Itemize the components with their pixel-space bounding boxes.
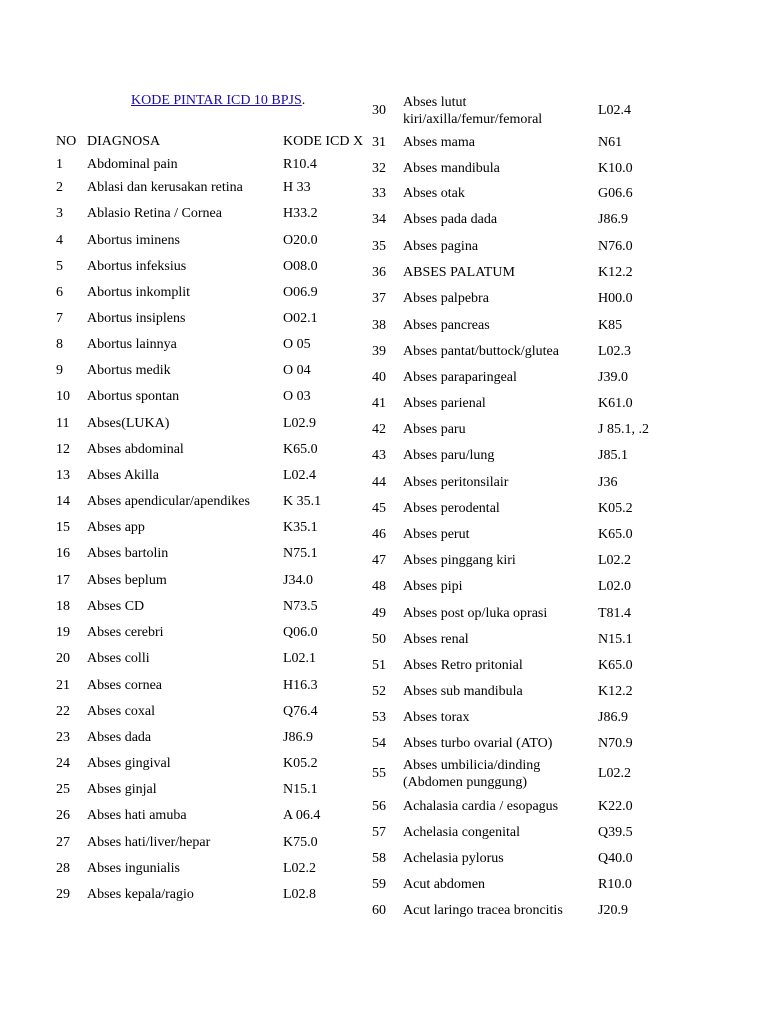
row-diagnosa: Abses bartolin <box>87 546 169 561</box>
row-kode: T81.4 <box>598 606 632 621</box>
row-diagnosa: Abses ingunialis <box>87 861 180 876</box>
row-number: 15 <box>56 520 70 535</box>
row-number: 12 <box>56 442 70 457</box>
row-number: 60 <box>372 903 386 918</box>
row-diagnosa: Abortus spontan <box>87 389 180 404</box>
header-no: NO <box>56 134 77 149</box>
row-number: 30 <box>372 103 386 118</box>
row-number: 59 <box>372 877 386 892</box>
row-kode: J20.9 <box>598 903 628 918</box>
row-number: 26 <box>56 808 70 823</box>
row-kode: L02.4 <box>283 468 317 483</box>
row-kode: J39.0 <box>598 370 628 385</box>
title-period: . <box>301 93 306 108</box>
row-kode: L02.4 <box>598 103 632 118</box>
row-number: 11 <box>56 416 70 431</box>
row-diagnosa: Abses apendicular/apendikes <box>87 494 250 509</box>
row-diagnosa: Abses ginjal <box>87 782 157 797</box>
row-number: 20 <box>56 651 70 666</box>
row-kode: H16.3 <box>283 678 318 693</box>
row-diagnosa: Achelasia congenital <box>403 825 521 840</box>
row-diagnosa: Abses app <box>87 520 145 535</box>
header-kode: KODE ICD X <box>283 134 364 149</box>
row-diagnosa: Abses Retro pritonial <box>403 658 523 673</box>
row-diagnosa: Abses renal <box>403 632 469 647</box>
row-kode: L02.8 <box>283 887 317 902</box>
row-kode: K22.0 <box>598 799 633 814</box>
row-kode: K05.2 <box>283 756 318 771</box>
row-kode: K35.1 <box>283 520 318 535</box>
header-diagnosa: DIAGNOSA <box>87 134 161 149</box>
row-diagnosa: Abses post op/luka oprasi <box>403 606 548 621</box>
row-diagnosa: Abses cornea <box>87 678 163 693</box>
row-kode: Q40.0 <box>598 851 633 866</box>
row-kode: K12.2 <box>598 684 633 699</box>
row-kode: N73.5 <box>283 599 318 614</box>
row-number: 21 <box>56 678 70 693</box>
row-diagnosa: Abses kepala/ragio <box>87 887 194 902</box>
row-kode: K12.2 <box>598 265 633 280</box>
row-number: 35 <box>372 239 386 254</box>
row-kode: H00.0 <box>598 291 633 306</box>
row-number: 42 <box>372 422 386 437</box>
row-diagnosa: Abses coxal <box>87 704 156 719</box>
row-diagnosa: Abses pagina <box>403 239 479 254</box>
row-number: 13 <box>56 468 70 483</box>
row-diagnosa: ABSES PALATUM <box>403 265 515 280</box>
row-number: 51 <box>372 658 386 673</box>
row-kode: L02.0 <box>598 579 632 594</box>
row-number: 43 <box>372 448 386 463</box>
row-diagnosa: Abses pantat/buttock/glutea <box>403 344 559 359</box>
row-diagnosa: Abses mama <box>403 135 475 150</box>
row-number: 4 <box>56 233 63 248</box>
title-link[interactable]: KODE PINTAR ICD 10 BPJS <box>131 93 302 108</box>
row-diagnosa: Abortus insiplens <box>87 311 186 326</box>
row-number: 31 <box>372 135 386 150</box>
row-number: 55 <box>372 766 386 781</box>
row-number: 39 <box>372 344 386 359</box>
row-number: 9 <box>56 363 63 378</box>
row-kode: K65.0 <box>598 658 633 673</box>
row-number: 7 <box>56 311 63 326</box>
row-kode: K10.0 <box>598 161 633 176</box>
row-number: 40 <box>372 370 386 385</box>
row-number: 18 <box>56 599 70 614</box>
row-number: 52 <box>372 684 386 699</box>
row-number: 32 <box>372 161 386 176</box>
row-kode: R10.0 <box>598 877 632 892</box>
row-kode: L02.2 <box>283 861 317 876</box>
row-kode: J36 <box>598 475 618 490</box>
row-diagnosa: Abortus inkomplit <box>87 285 191 300</box>
row-diagnosa: Abses cerebri <box>87 625 164 640</box>
row-kode: J85.1 <box>598 448 628 463</box>
row-number: 22 <box>56 704 70 719</box>
row-kode: Q76.4 <box>283 704 318 719</box>
row-number: 8 <box>56 337 63 352</box>
row-diagnosa: Abdominal pain <box>87 157 178 172</box>
row-diagnosa: Abses mandibula <box>403 161 500 176</box>
row-number: 37 <box>372 291 386 306</box>
row-number: 56 <box>372 799 386 814</box>
row-diagnosa: Abses abdominal <box>87 442 184 457</box>
row-diagnosa: Abortus iminens <box>87 233 180 248</box>
row-diagnosa: Abses beplum <box>87 573 167 588</box>
row-kode: K05.2 <box>598 501 633 516</box>
row-diagnosa: Abses hati/liver/hepar <box>87 835 211 850</box>
row-diagnosa: Achalasia cardia / esopagus <box>403 799 559 814</box>
row-diagnosa: Abses pancreas <box>403 318 490 333</box>
row-diagnosa: Ablasi dan kerusakan retina <box>87 180 243 195</box>
row-kode: L02.3 <box>598 344 632 359</box>
row-diagnosa: Abses torax <box>403 710 470 725</box>
row-kode: G06.6 <box>598 186 633 201</box>
row-kode: N61 <box>598 135 623 150</box>
row-diagnosa: Abses turbo ovarial (ATO) <box>403 736 553 751</box>
row-number: 6 <box>56 285 63 300</box>
row-kode: H33.2 <box>283 206 318 221</box>
row-diagnosa: Abses otak <box>403 186 465 201</box>
row-kode: O08.0 <box>283 259 318 274</box>
row-kode: J34.0 <box>283 573 313 588</box>
row-number: 53 <box>372 710 386 725</box>
row-diagnosa: Abses palpebra <box>403 291 489 306</box>
row-kode: Q06.0 <box>283 625 318 640</box>
row-kode: A 06.4 <box>283 808 321 823</box>
row-diagnosa: Abortus medik <box>87 363 171 378</box>
row-number: 5 <box>56 259 63 274</box>
row-diagnosa: Abses pinggang kiri <box>403 553 516 568</box>
row-kode: J86.9 <box>598 212 628 227</box>
row-number: 33 <box>372 186 386 201</box>
row-number: 54 <box>372 736 386 751</box>
row-number: 50 <box>372 632 386 647</box>
row-kode: J 85.1, .2 <box>598 422 649 437</box>
row-kode: O02.1 <box>283 311 318 326</box>
row-kode: K85 <box>598 318 623 333</box>
row-kode: N15.1 <box>283 782 318 797</box>
row-diagnosa: Abses umbilicia/dinding (Abdomen punggung) <box>403 758 541 790</box>
row-diagnosa: Abses CD <box>87 599 145 614</box>
row-number: 38 <box>372 318 386 333</box>
row-number: 25 <box>56 782 70 797</box>
row-number: 47 <box>372 553 386 568</box>
row-number: 24 <box>56 756 70 771</box>
document-title <box>131 93 305 109</box>
row-diagnosa: Abortus lainnya <box>87 337 177 352</box>
row-kode: N75.1 <box>283 546 318 561</box>
row-diagnosa: Abses hati amuba <box>87 808 187 823</box>
row-number: 48 <box>372 579 386 594</box>
row-number: 41 <box>372 396 386 411</box>
row-kode: L02.1 <box>283 651 317 666</box>
row-number: 2 <box>56 180 63 195</box>
row-diagnosa: Acut laringo tracea broncitis <box>403 903 563 918</box>
row-diagnosa: Abses paru <box>403 422 466 437</box>
row-number: 29 <box>56 887 70 902</box>
row-number: 44 <box>372 475 386 490</box>
row-kode: L02.2 <box>598 553 632 568</box>
row-diagnosa: Abses paraparingeal <box>403 370 517 385</box>
row-diagnosa: Abses perodental <box>403 501 500 516</box>
row-kode: K65.0 <box>598 527 633 542</box>
row-diagnosa: Abses perut <box>403 527 470 542</box>
row-diagnosa: Abses gingival <box>87 756 171 771</box>
row-number: 1 <box>56 157 63 172</box>
row-diagnosa: Abses(LUKA) <box>87 416 170 431</box>
row-kode: N70.9 <box>598 736 633 751</box>
row-diagnosa: Abses dada <box>87 730 152 745</box>
row-number: 28 <box>56 861 70 876</box>
row-kode: O 05 <box>283 337 311 352</box>
row-kode: N15.1 <box>598 632 633 647</box>
row-diagnosa: Ablasio Retina / Cornea <box>87 206 222 221</box>
row-diagnosa: Abses lutut kiri/axilla/femur/femoral <box>403 95 543 127</box>
row-diagnosa: Abortus infeksius <box>87 259 187 274</box>
row-diagnosa: Acut abdomen <box>403 877 486 892</box>
row-number: 19 <box>56 625 70 640</box>
row-kode: Q39.5 <box>598 825 633 840</box>
row-diagnosa: Abses sub mandibula <box>403 684 523 699</box>
row-kode: H 33 <box>283 180 311 195</box>
row-number: 46 <box>372 527 386 542</box>
row-diagnosa: Abses paru/lung <box>403 448 495 463</box>
row-kode: N76.0 <box>598 239 633 254</box>
row-diagnosa: Abses pipi <box>403 579 463 594</box>
row-diagnosa: Achelasia pylorus <box>403 851 504 866</box>
row-kode: K61.0 <box>598 396 633 411</box>
row-kode: J86.9 <box>598 710 628 725</box>
row-number: 17 <box>56 573 70 588</box>
row-number: 34 <box>372 212 386 227</box>
row-diagnosa: Abses parienal <box>403 396 486 411</box>
row-number: 3 <box>56 206 63 221</box>
row-number: 27 <box>56 835 70 850</box>
row-kode: O 03 <box>283 389 311 404</box>
row-number: 49 <box>372 606 386 621</box>
row-diagnosa: Abses pada dada <box>403 212 498 227</box>
row-number: 10 <box>56 389 70 404</box>
row-diagnosa: Abses Akilla <box>87 468 159 483</box>
row-kode: O06.9 <box>283 285 318 300</box>
row-kode: J86.9 <box>283 730 313 745</box>
row-kode: K75.0 <box>283 835 318 850</box>
row-number: 16 <box>56 546 70 561</box>
row-number: 45 <box>372 501 386 516</box>
row-kode: R10.4 <box>283 157 317 172</box>
row-diagnosa: Abses peritonsilair <box>403 475 509 490</box>
row-kode: O 04 <box>283 363 311 378</box>
row-kode: L02.9 <box>283 416 317 431</box>
row-number: 23 <box>56 730 70 745</box>
row-number: 14 <box>56 494 70 509</box>
row-kode: K 35.1 <box>283 494 322 509</box>
row-number: 36 <box>372 265 386 280</box>
row-kode: K65.0 <box>283 442 318 457</box>
row-kode: L02.2 <box>598 766 632 781</box>
row-diagnosa: Abses colli <box>87 651 150 666</box>
row-number: 57 <box>372 825 386 840</box>
row-number: 58 <box>372 851 386 866</box>
row-kode: O20.0 <box>283 233 318 248</box>
